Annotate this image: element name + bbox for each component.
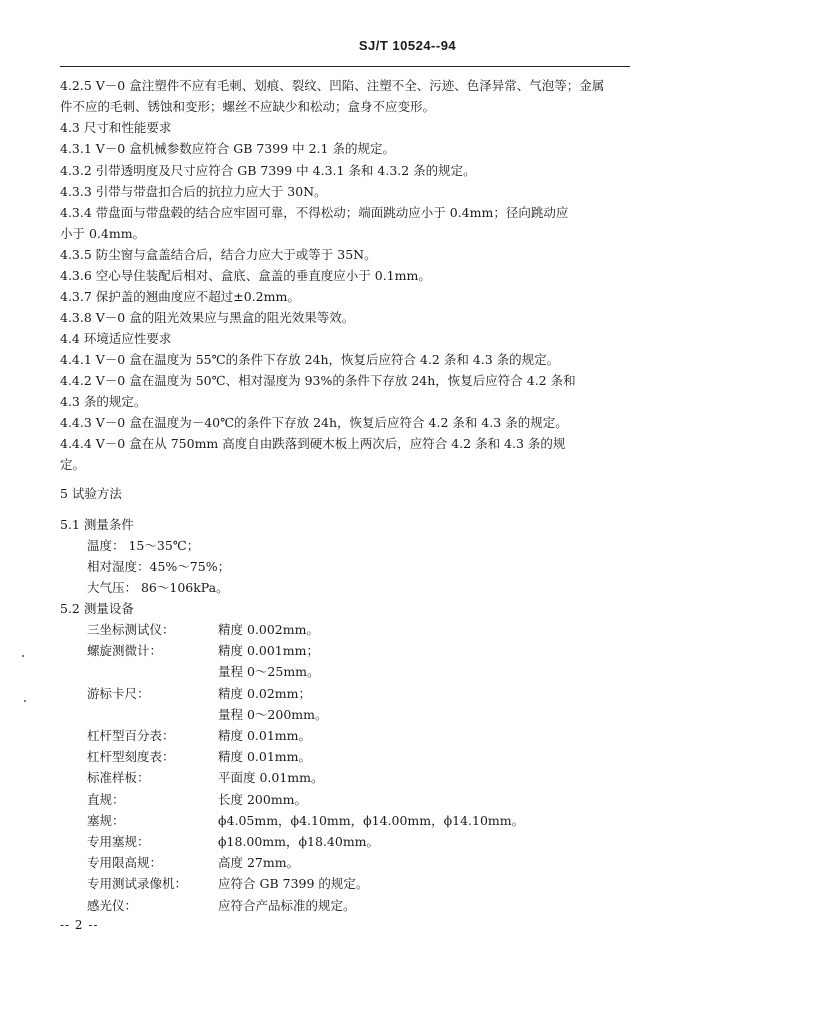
clause-4-4-2-line2: 4.3 条的规定。: [60, 394, 147, 409]
clause-4-2-5-line2: 件不应的毛刺、锈蚀和变形；螺丝不应缺少和松动；盒身不应变形。: [60, 99, 436, 114]
clause-4-4-3: 4.4.3 V－0 盒在温度为－40℃的条件下存放 24h，恢复后应符合 4.2 条和 4.3 条的规定。: [60, 415, 568, 430]
clause-4-3-5: 4.3.5 防尘窗与盒盖结合后，结合力应大于或等于 35N。: [60, 247, 377, 262]
equipment-spec: 精度 0.01mm。: [218, 728, 312, 743]
clause-4-3-8: 4.3.8 V－0 盒的阻光效果应与黑盒的阻光效果等效。: [60, 310, 355, 325]
clause-4-3-4-line1: 4.3.4 带盘面与带盘毂的结合应牢固可靠，不得松动；端面跳动应小于 0.4mm；径向跳动应: [60, 205, 569, 220]
equipment-name: 感光仪：: [87, 898, 138, 913]
equipment-spec: 长度 200mm。: [218, 792, 308, 807]
clause-4-3-6: 4.3.6 空心导住装配后相对、盒底、盒盖的垂直度应小于 0.1mm。: [60, 268, 431, 283]
equipment-spec: 精度 0.01mm。: [218, 749, 312, 764]
clause-4-3-3: 4.3.3 引带与带盘扣合后的抗拉力应大于 30N。: [60, 184, 327, 199]
clause-4-2-5-line1: 4.2.5 V－0 盒注塑件不应有毛刺、划痕、裂纹、凹陷、注塑不全、污迹、色泽异常、气泡等；金属: [60, 78, 605, 93]
equipment-spec: 精度 0.001mm；: [218, 643, 319, 658]
clause-4-4-4-line1: 4.4.4 V－0 盒在从 750mm 高度自由跌落到硬木板上两次后，应符合 4.2 条和 4.3 条的规: [60, 436, 566, 451]
clause-4-4-1: 4.4.1 V－0 盒在温度为 55℃的条件下存放 24h，恢复后应符合 4.2 条和 4.3 条的规定。: [60, 352, 560, 367]
equipment-name: 三坐标测试仪：: [87, 622, 175, 637]
scan-speck: [22, 655, 24, 657]
equipment-name: 杠杆型百分表：: [87, 728, 175, 743]
condition-pressure: 大气压： 86～106kPa。: [87, 580, 229, 595]
clause-4-3-4-line2: 小于 0.4mm。: [60, 226, 146, 241]
equipment-spec: 量程 0～25mm。: [218, 664, 320, 679]
equipment-spec: ϕ4.05mm，ϕ4.10mm，ϕ14.00mm，ϕ14.10mm。: [218, 813, 525, 828]
heading-4-3: 4.3 尺寸和性能要求: [60, 120, 172, 135]
equipment-name: 直规：: [87, 792, 125, 807]
scan-speck: [24, 700, 26, 702]
clause-4-3-2: 4.3.2 引带透明度及尺寸应符合 GB 7399 中 4.3.1 条和 4.3.2 条的规定。: [60, 163, 476, 178]
equipment-name: 标准样板：: [87, 770, 150, 785]
clause-4-3-7: 4.3.7 保护盖的翘曲度应不超过±0.2mm。: [60, 289, 300, 304]
equipment-name: 螺旋测微计：: [87, 643, 163, 658]
heading-5: 5 试验方法: [60, 486, 122, 501]
heading-5-1: 5.1 测量条件: [60, 517, 134, 532]
equipment-name: 专用塞规：: [87, 834, 150, 849]
condition-humidity: 相对湿度：45%～75%；: [87, 559, 231, 574]
header-rule: [60, 66, 630, 67]
equipment-name: 游标卡尺：: [87, 686, 150, 701]
clause-4-4-2-line1: 4.4.2 V－0 盒在温度为 50℃、相对湿度为 93%的条件下存放 24h，恢复后应符合 4.2 条和: [60, 373, 576, 388]
equipment-name: 专用限高规：: [87, 855, 163, 870]
equipment-name: 塞规：: [87, 813, 125, 828]
clause-4-3-1: 4.3.1 V－0 盒机械参数应符合 GB 7399 中 2.1 条的规定。: [60, 141, 395, 156]
condition-temperature: 温度： 15～35℃；: [87, 538, 200, 553]
equipment-spec: 精度 0.02mm；: [218, 686, 312, 701]
equipment-spec: ϕ18.00mm，ϕ18.40mm。: [218, 834, 380, 849]
equipment-spec: 应符合 GB 7399 的规定。: [218, 876, 369, 891]
page-number: -- 2 --: [60, 918, 99, 932]
heading-5-2: 5.2 测量设备: [60, 601, 134, 616]
clause-4-4-4-line2: 定。: [60, 457, 86, 472]
equipment-spec: 高度 27mm。: [218, 855, 300, 870]
equipment-name: 专用测试录像机：: [87, 876, 188, 891]
standard-number-header: SJ/T 10524--94: [358, 38, 457, 53]
equipment-spec: 精度 0.002mm。: [218, 622, 319, 637]
equipment-name: 杠杆型刻度表：: [87, 749, 175, 764]
equipment-spec: 应符合产品标准的规定。: [218, 898, 356, 913]
equipment-spec: 量程 0～200mm。: [218, 707, 328, 722]
heading-4-4: 4.4 环境适应性要求: [60, 331, 172, 346]
equipment-spec: 平面度 0.01mm。: [218, 770, 324, 785]
